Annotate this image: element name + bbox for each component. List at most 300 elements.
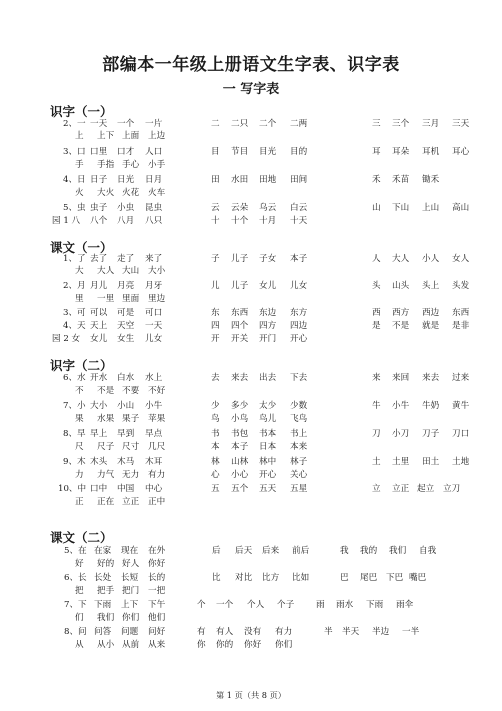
word-cell: 们 <box>75 613 84 623</box>
table-row <box>0 496 502 509</box>
table-row <box>0 572 502 585</box>
table-row <box>0 146 502 159</box>
page-subtitle: 一 写字表 <box>222 82 280 97</box>
word-cell: 从小 <box>97 640 115 650</box>
word-cell: 天上 <box>90 321 108 331</box>
word-cell: 四方 <box>259 321 277 331</box>
word-cell: 本 <box>211 442 220 452</box>
word-cell: 小山 <box>117 401 135 411</box>
word-cell: 开 <box>211 334 220 344</box>
word-cell: 去 <box>211 373 220 383</box>
word-cell: 中国 <box>117 484 135 494</box>
word-cell: 目光 <box>259 147 277 157</box>
word-cell: 月牙 <box>145 281 163 291</box>
word-cell: 长短 <box>121 573 139 583</box>
word-cell: 东边 <box>259 308 277 318</box>
word-cell: 开心 <box>290 334 308 344</box>
word-cell: 把手 <box>97 586 115 596</box>
word-cell: 下巴 <box>386 573 404 583</box>
word-cell: 牛 <box>372 401 381 411</box>
word-cell: 不好 <box>148 386 166 396</box>
word-cell: 书包 <box>231 429 249 439</box>
table-row <box>0 174 502 187</box>
word-cell: 把 <box>75 586 84 596</box>
table-row <box>0 215 502 228</box>
word-cell: 十 <box>211 216 220 226</box>
word-cell: 可口 <box>145 308 163 318</box>
word-cell: 五星 <box>290 484 308 494</box>
word-cell: 田地 <box>259 175 277 185</box>
word-cell: 少数 <box>290 401 308 411</box>
word-cell: 4、天 <box>63 321 86 331</box>
word-cell: 8、早 <box>63 429 86 439</box>
word-cell: 上下 <box>97 131 115 141</box>
section-heading: 课文（二） <box>50 530 113 545</box>
word-cell: 书 <box>211 429 220 439</box>
word-cell: 小心 <box>231 470 249 480</box>
word-cell: 来了 <box>145 254 163 264</box>
word-cell: 起立 <box>417 484 435 494</box>
word-cell: 一个 <box>216 600 234 610</box>
table-row <box>0 372 502 385</box>
word-cell: 大火 <box>97 188 115 198</box>
word-cell: 林子 <box>290 457 308 467</box>
word-cell: 7、小 <box>63 401 86 411</box>
word-cell: 头发 <box>452 281 470 291</box>
word-cell: 雨水 <box>336 600 354 610</box>
word-cell: 日本 <box>259 442 277 452</box>
table-row <box>0 280 502 293</box>
word-cell: 火 <box>75 188 84 198</box>
word-cell: 三月 <box>422 119 440 129</box>
word-cell: 早上 <box>90 429 108 439</box>
table-row <box>0 612 502 625</box>
word-cell: 云朵 <box>231 203 249 213</box>
word-cell: 木耳 <box>145 457 163 467</box>
table-row <box>0 130 502 143</box>
word-cell: 小牛 <box>392 401 410 411</box>
word-cell: 问题 <box>121 627 139 637</box>
word-cell: 正 <box>75 497 84 507</box>
word-cell: 刀口 <box>452 429 470 439</box>
word-cell: 大人 <box>97 266 115 276</box>
word-cell: 半 <box>324 627 333 637</box>
word-cell: 本子 <box>290 254 308 264</box>
word-cell: 没有 <box>244 627 262 637</box>
word-cell: 一把 <box>148 586 166 596</box>
word-cell: 10、中 <box>58 484 87 494</box>
word-cell: 四边 <box>290 321 308 331</box>
word-cell: 女儿 <box>90 334 108 344</box>
word-cell: 在外 <box>148 546 166 556</box>
word-cell: 早点 <box>145 429 163 439</box>
word-cell: 比方 <box>262 573 280 583</box>
word-cell: 后 <box>212 546 221 556</box>
word-cell: 后天 <box>235 546 253 556</box>
word-cell: 开心 <box>259 470 277 480</box>
word-cell: 女生 <box>117 334 135 344</box>
word-cell: 书上 <box>290 429 308 439</box>
word-cell: 大小 <box>148 266 166 276</box>
word-cell: 三个 <box>392 119 410 129</box>
word-cell: 儿子 <box>231 254 249 264</box>
word-cell: 山头 <box>392 281 410 291</box>
word-cell: 口中 <box>90 484 108 494</box>
word-cell: 我们 <box>97 613 115 623</box>
word-cell: 来回 <box>392 373 410 383</box>
word-cell: 手 <box>75 160 84 170</box>
word-cell: 你 <box>197 640 206 650</box>
word-cell: 从 <box>75 640 84 650</box>
word-cell: 尺 <box>75 442 84 452</box>
word-cell: 从前 <box>122 640 140 650</box>
word-cell: 嘴巴 <box>409 573 427 583</box>
word-cell: 小手 <box>148 160 166 170</box>
word-cell: 6、长 <box>64 573 87 583</box>
word-cell: 是非 <box>452 321 470 331</box>
word-cell: 开门 <box>259 334 277 344</box>
word-cell: 后来 <box>262 546 280 556</box>
word-cell: 本来 <box>290 442 308 452</box>
word-cell: 刀子 <box>422 429 440 439</box>
word-cell: 5、虫 <box>63 203 86 213</box>
word-cell: 火车 <box>148 188 166 198</box>
word-cell: 尺寸 <box>122 442 140 452</box>
table-row <box>0 265 502 278</box>
word-cell: 五个 <box>231 484 249 494</box>
word-cell: 里面 <box>122 294 140 304</box>
word-cell: 大 <box>75 266 84 276</box>
word-cell: 月儿 <box>90 281 108 291</box>
word-cell: 一里 <box>97 294 115 304</box>
word-cell: 可是 <box>117 308 135 318</box>
word-cell: 你好 <box>148 559 166 569</box>
word-cell: 对比 <box>235 573 253 583</box>
word-cell: 你的 <box>216 640 234 650</box>
word-cell: 早到 <box>117 429 135 439</box>
word-cell: 开水 <box>90 373 108 383</box>
table-row <box>0 545 502 558</box>
word-cell: 三 <box>372 119 381 129</box>
word-cell: 问答 <box>94 627 112 637</box>
word-cell: 我们 <box>389 546 407 556</box>
word-cell: 问好 <box>148 627 166 637</box>
word-cell: 三天 <box>452 119 470 129</box>
word-cell: 昆虫 <box>145 203 163 213</box>
word-cell: 日光 <box>117 175 135 185</box>
word-cell: 头上 <box>422 281 440 291</box>
word-cell: 子 <box>211 254 220 264</box>
word-cell: 自我 <box>419 546 437 556</box>
table-row <box>0 441 502 454</box>
word-cell: 一天 <box>90 119 108 129</box>
word-cell: 二个 <box>259 119 277 129</box>
word-cell: 大山 <box>122 266 140 276</box>
word-cell: 立刀 <box>443 484 461 494</box>
word-cell: 上边 <box>148 131 166 141</box>
word-cell: 十月 <box>259 216 277 226</box>
word-cell: 二两 <box>290 119 308 129</box>
word-cell: 个子 <box>277 600 295 610</box>
word-cell: 来去 <box>422 373 440 383</box>
word-cell: 鸟儿 <box>259 414 277 424</box>
word-cell: 前后 <box>292 546 310 556</box>
word-cell: 6、水 <box>63 373 86 383</box>
word-cell: 东西 <box>231 308 249 318</box>
word-cell: 不 <box>75 386 84 396</box>
section-heading: 识字（一） <box>50 104 113 119</box>
word-cell: 个人 <box>247 600 265 610</box>
word-cell: 手心 <box>122 160 140 170</box>
word-cell: 儿女 <box>290 281 308 291</box>
table-row <box>0 413 502 426</box>
word-cell: 火花 <box>122 188 140 198</box>
word-cell: 正中 <box>148 497 166 507</box>
word-cell: 多少 <box>231 401 249 411</box>
word-cell: 牛奶 <box>422 401 440 411</box>
word-cell: 雨 <box>316 600 325 610</box>
word-cell: 力 <box>75 470 84 480</box>
word-cell: 我的 <box>360 546 378 556</box>
word-cell: 小刀 <box>392 429 410 439</box>
word-cell: 力气 <box>97 470 115 480</box>
word-cell: 二 <box>211 119 220 129</box>
word-cell: 里 <box>75 294 84 304</box>
word-cell: 里边 <box>148 294 166 304</box>
word-cell: 把门 <box>122 586 140 596</box>
word-cell: 下雨 <box>366 600 384 610</box>
word-cell: 一片 <box>145 119 163 129</box>
table-row <box>0 333 502 346</box>
word-cell: 正在 <box>97 497 115 507</box>
word-cell: 乌云 <box>259 203 277 213</box>
word-cell: 田土 <box>422 457 440 467</box>
word-cell: 好 <box>75 559 84 569</box>
word-cell: 儿 <box>211 281 220 291</box>
table-row <box>0 202 502 215</box>
word-cell: 4、日 <box>63 175 86 185</box>
word-cell: 5、在 <box>64 546 87 556</box>
word-cell: 儿女 <box>145 334 163 344</box>
word-cell: 好人 <box>122 559 140 569</box>
table-row <box>0 558 502 571</box>
word-cell: 2、月 <box>63 281 86 291</box>
word-cell: 巴 <box>340 573 349 583</box>
word-cell: 五 <box>211 484 220 494</box>
word-cell: 尺子 <box>97 442 115 452</box>
word-cell: 中心 <box>145 484 163 494</box>
word-cell: 东方 <box>290 308 308 318</box>
word-cell: 木马 <box>117 457 135 467</box>
word-cell: 节目 <box>231 147 249 157</box>
word-cell: 长的 <box>148 573 166 583</box>
word-cell: 白水 <box>117 373 135 383</box>
word-cell: 有人 <box>216 627 234 637</box>
word-cell: 水上 <box>145 373 163 383</box>
word-cell: 手指 <box>97 160 115 170</box>
word-cell: 禾苗 <box>392 175 410 185</box>
word-cell: 水果 <box>97 414 115 424</box>
table-row <box>0 187 502 200</box>
word-cell: 尾巴 <box>360 573 378 583</box>
word-cell: 白云 <box>290 203 308 213</box>
table-row <box>0 307 502 320</box>
word-cell: 个 <box>197 600 206 610</box>
word-cell: 苹果 <box>148 414 166 424</box>
word-cell: 下雨 <box>94 600 112 610</box>
word-cell: 半天 <box>342 627 360 637</box>
word-cell: 田间 <box>290 175 308 185</box>
word-cell: 一个 <box>117 119 135 129</box>
word-cell: 目的 <box>290 147 308 157</box>
word-cell: 可以 <box>90 308 108 318</box>
word-cell: 儿子 <box>231 281 249 291</box>
word-cell: 7、下 <box>64 600 87 610</box>
word-cell: 雨伞 <box>396 600 414 610</box>
table-row <box>0 456 502 469</box>
word-cell: 立正 <box>392 484 410 494</box>
word-cell: 八个 <box>90 216 108 226</box>
page-footer: 第 1 页（共 8 页） <box>216 690 286 700</box>
word-cell: 果子 <box>122 414 140 424</box>
word-cell: 8、问 <box>64 627 87 637</box>
word-cell: 好的 <box>97 559 115 569</box>
word-cell: 土里 <box>392 457 410 467</box>
word-cell: 山 <box>372 203 381 213</box>
word-cell: 不要 <box>122 386 140 396</box>
word-cell: 日月 <box>145 175 163 185</box>
word-cell: 你们 <box>275 640 293 650</box>
word-cell: 上下 <box>121 600 139 610</box>
word-cell: 西 <box>372 308 381 318</box>
word-cell: 人 <box>372 254 381 264</box>
word-cell: 飞鸟 <box>290 414 308 424</box>
table-row <box>0 428 502 441</box>
word-cell: 下山 <box>392 203 410 213</box>
word-cell: 上 <box>75 131 84 141</box>
word-cell: 立 <box>372 484 381 494</box>
word-cell: 头 <box>372 281 381 291</box>
word-cell: 东 <box>211 308 220 318</box>
word-cell: 果 <box>75 414 84 424</box>
word-cell: 上面 <box>122 131 140 141</box>
word-cell: 刀 <box>372 429 381 439</box>
word-cell: 小牛 <box>145 401 163 411</box>
word-cell: 耳机 <box>422 147 440 157</box>
word-cell: 二只 <box>231 119 249 129</box>
word-cell: 月亮 <box>117 281 135 291</box>
table-row <box>0 599 502 612</box>
table-row <box>0 293 502 306</box>
word-cell: 禾 <box>372 175 381 185</box>
word-cell: 关心 <box>290 470 308 480</box>
word-cell: 一半 <box>402 627 420 637</box>
word-cell: 鸟 <box>211 414 220 424</box>
word-cell: 下去 <box>290 373 308 383</box>
word-cell: 本子 <box>231 442 249 452</box>
word-cell: 口里 <box>90 147 108 157</box>
word-cell: 天空 <box>117 321 135 331</box>
table-row <box>0 639 502 652</box>
word-cell: 四个 <box>231 321 249 331</box>
word-cell: 3、可 <box>63 308 86 318</box>
word-cell: 我 <box>340 546 349 556</box>
word-cell: 长处 <box>94 573 112 583</box>
word-cell: 林 <box>211 457 220 467</box>
word-cell: 五天 <box>259 484 277 494</box>
word-cell: 走了 <box>117 254 135 264</box>
word-cell: 园 2 女 <box>52 334 81 344</box>
table-row <box>0 320 502 333</box>
word-cell: 你们 <box>122 613 140 623</box>
word-cell: 一天 <box>145 321 163 331</box>
word-cell: 小人 <box>422 254 440 264</box>
word-cell: 书本 <box>259 429 277 439</box>
word-cell: 西方 <box>392 308 410 318</box>
word-cell: 耳心 <box>452 147 470 157</box>
word-cell: 是 <box>372 321 381 331</box>
word-cell: 木头 <box>90 457 108 467</box>
word-cell: 大小 <box>90 401 108 411</box>
word-cell: 大人 <box>392 254 410 264</box>
word-cell: 八只 <box>145 216 163 226</box>
word-cell: 山林 <box>231 457 249 467</box>
table-row <box>0 626 502 639</box>
word-cell: 比如 <box>292 573 310 583</box>
word-cell: 不是 <box>392 321 410 331</box>
word-cell: 立正 <box>122 497 140 507</box>
word-cell: 出去 <box>259 373 277 383</box>
word-cell: 子女 <box>259 254 277 264</box>
table-row <box>0 400 502 413</box>
word-cell: 半边 <box>372 627 390 637</box>
word-cell: 来去 <box>231 373 249 383</box>
table-row <box>0 385 502 398</box>
word-cell: 有 <box>197 627 206 637</box>
word-cell: 小虫 <box>117 203 135 213</box>
word-cell: 高山 <box>452 203 470 213</box>
word-cell: 耳 <box>372 147 381 157</box>
word-cell: 来 <box>372 373 381 383</box>
word-cell: 田 <box>211 175 220 185</box>
word-cell: 无力 <box>122 470 140 480</box>
word-cell: 去了 <box>90 254 108 264</box>
word-cell: 9、木 <box>63 457 86 467</box>
word-cell: 有力 <box>275 627 293 637</box>
table-row <box>0 159 502 172</box>
table-row <box>0 469 502 482</box>
word-cell: 有力 <box>148 470 166 480</box>
word-cell: 土地 <box>452 457 470 467</box>
table-row <box>0 585 502 598</box>
word-cell: 上山 <box>422 203 440 213</box>
word-cell: 现在 <box>121 546 139 556</box>
word-cell: 3、口 <box>63 147 86 157</box>
word-cell: 四 <box>211 321 220 331</box>
word-cell: 耳朵 <box>392 147 410 157</box>
word-cell: 黄牛 <box>452 401 470 411</box>
section-heading: 课文（一） <box>50 240 113 255</box>
word-cell: 园 1 八 <box>52 216 81 226</box>
word-cell: 就是 <box>422 321 440 331</box>
word-cell: 日子 <box>90 175 108 185</box>
word-cell: 东西 <box>452 308 470 318</box>
word-cell: 八月 <box>117 216 135 226</box>
table-row <box>0 483 502 496</box>
word-cell: 女儿 <box>259 281 277 291</box>
word-cell: 比 <box>212 573 221 583</box>
section-heading: 识字（二） <box>50 358 113 373</box>
